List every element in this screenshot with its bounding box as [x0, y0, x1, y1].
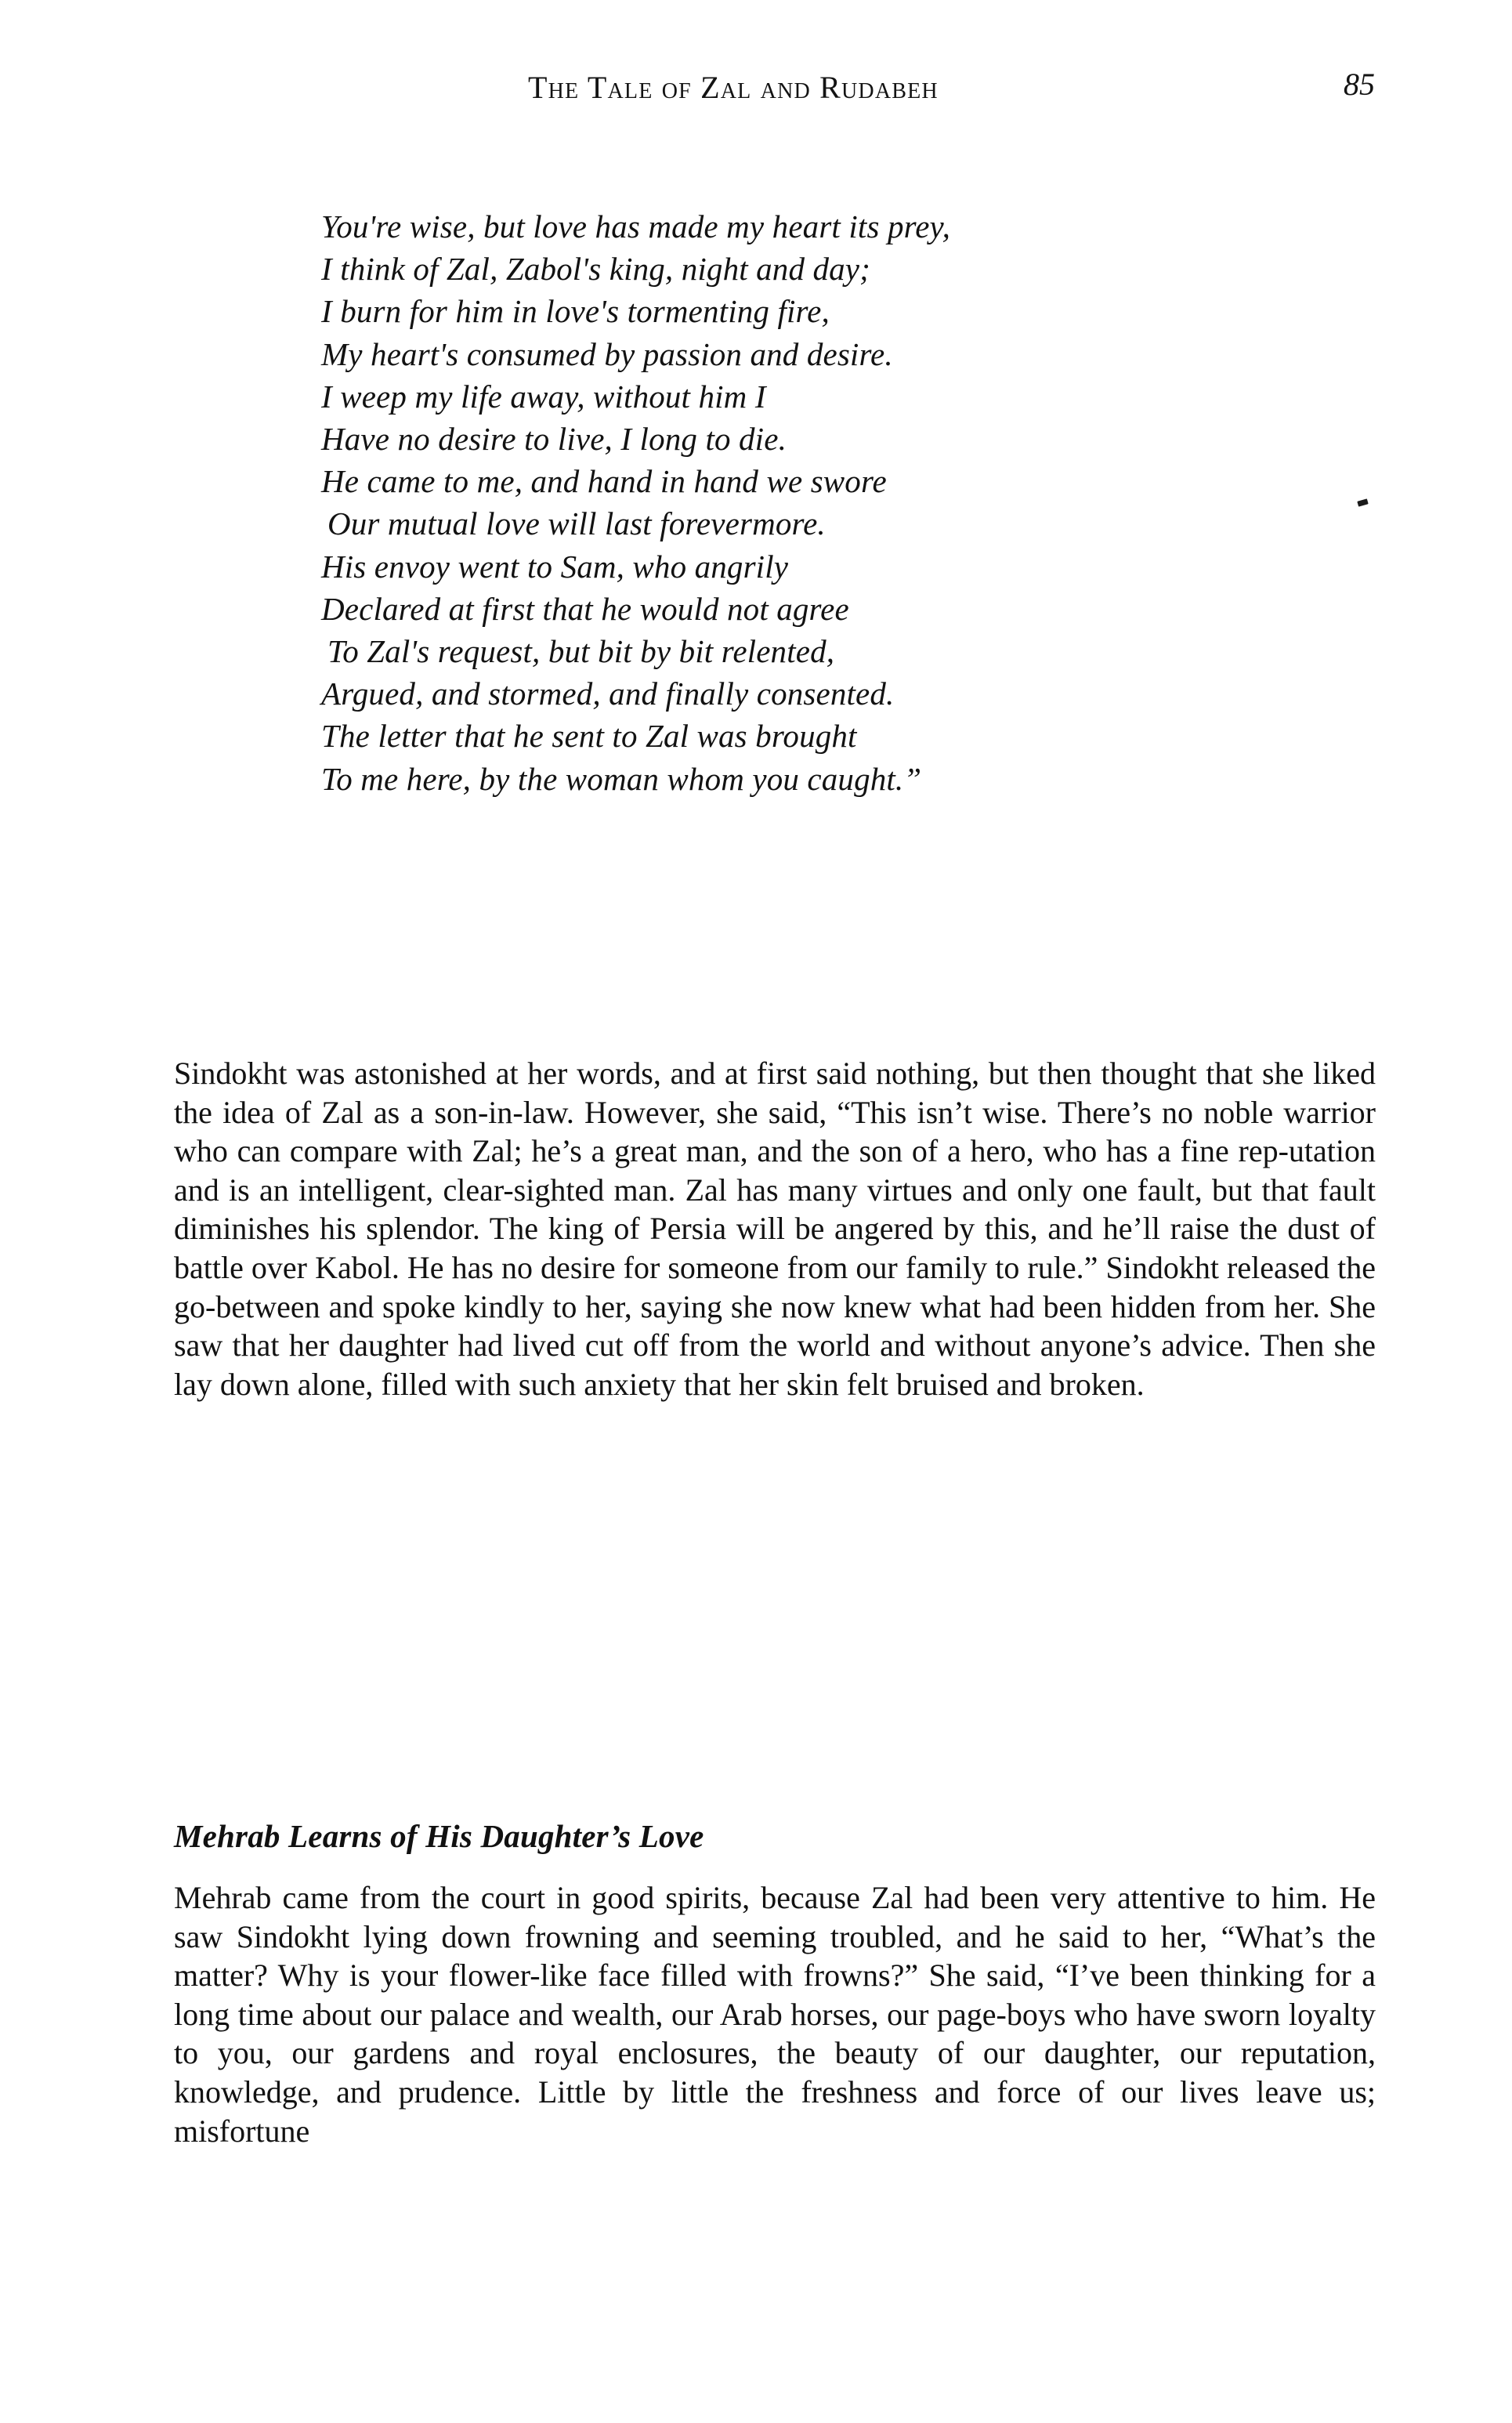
page-number: 85 — [1344, 67, 1375, 102]
verse-line: You're wise, but love has made my heart its prey, — [321, 208, 951, 244]
running-head-title: The Tale of Zal and Rudabeh — [528, 70, 939, 105]
verse-line: I burn for him in love's tormenting fire, — [321, 293, 830, 330]
body-paragraph-sindokht — [174, 1054, 1376, 1403]
verse-line: My heart's consumed by passion and desire. — [321, 335, 893, 372]
section-heading: Mehrab Learns of His Daughter’s Love — [174, 1818, 704, 1854]
verse-line: The letter that he sent to Zal was brought — [321, 718, 857, 755]
verse-line: I think of Zal, Zabol's king, night and day; — [321, 251, 870, 288]
verse-line: To Zal's request, but bit by bit relented, — [327, 633, 835, 670]
verse-line: Our mutual love will last forevermore. — [327, 505, 826, 542]
running-head — [174, 69, 1375, 116]
paragraph-text: Sindokht was astonished at her words, and at first said nothing, but then thought that she liked the idea of Zal as a son-in-law. However, she said, “This isn’t wise. There’s no noble warrior who can compare with Zal; he’s a great man, and the son of a hero, who has a fine rep-utation and is an intelligent, clear-sighted man. Zal has many virtues and only one fault, but that fault diminishes his splendor. The king of Persia will be angered by this, and he’ll raise the dust of battle over Kabol. He has no desire for someone from our family to rule.” Sindokht released the go-between and spoke kindly to her, saying she now knew what had been hidden from her. She saw that her daughter had lived cut off from the world and without anyone’s advice. Then she lay down alone, filled with such anxiety that her skin felt bruised and broken. — [174, 1056, 1376, 1402]
verse-line: Have no desire to live, I long to die. — [321, 421, 787, 458]
verse-line: To me here, by the woman whom you caught.” — [321, 760, 922, 797]
scan-speck-icon — [1357, 498, 1368, 506]
verse-block — [321, 205, 1199, 800]
verse-line: Argued, and stormed, and finally consented. — [321, 675, 895, 712]
verse-line: Declared at first that he would not agree — [321, 590, 849, 627]
verse-line: His envoy went to Sam, who angrily — [321, 548, 789, 585]
paragraph-text: Mehrab came from the court in good spirits, because Zal had been very attentive to him. He saw Sindokht lying down frowning and seeming troubled, and he said to her, “What’s the matter? Why is your flower-like face filled with frowns?” She said, “I’ve been thinking for a long time about our palace and wealth, our Arab horses, our page-boys who have sworn loyalty to you, our gardens and royal enclosures, the beauty of our daughter, our reputation, knowledge, and prudence. Little by little the freshness and force of our lives leave us; misfortune — [174, 1880, 1376, 2149]
verse-line: He came to me, and hand in hand we swore — [321, 463, 887, 500]
body-paragraph-mehrab — [174, 1878, 1376, 2150]
verse-line: I weep my life away, without him I — [321, 378, 766, 415]
